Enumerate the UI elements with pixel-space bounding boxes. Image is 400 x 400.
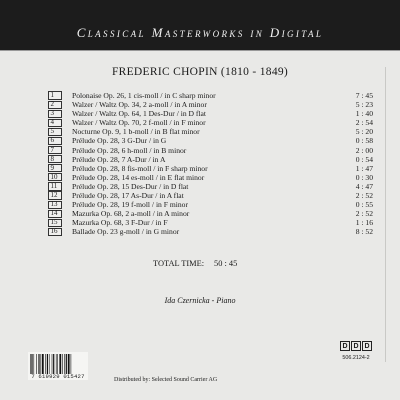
track-row [48, 100, 373, 109]
track-number: 5 [48, 128, 62, 136]
track-title: Walzer / Waltz Op. 64, 1 Des-Dur / in D flat [72, 109, 207, 119]
track-row [48, 227, 373, 236]
total-time-value: 50 : 45 [214, 259, 238, 268]
catalog-number: 506.2124-2 [342, 355, 370, 361]
barcode-icon [30, 354, 86, 374]
track-duration: 0 : 55 [355, 200, 373, 210]
track-title: Ballade Op. 23 g-moll / in G minor [72, 227, 180, 237]
track-title: Walzer / Waltz Op. 34, 2 a-moll / in A minor [72, 100, 207, 110]
ddd-code [340, 341, 372, 351]
track-number: 8 [48, 155, 62, 163]
track-row [48, 118, 373, 127]
composer-heading [0, 66, 400, 78]
track-number: 11 [48, 182, 62, 190]
track-duration: 1 : 47 [355, 163, 373, 173]
track-duration: 5 : 20 [355, 127, 373, 137]
track-number: 10 [48, 173, 62, 181]
track-duration: 2 : 52 [355, 191, 373, 201]
track-title: Prélude Op. 28, 19 f-moll / in F minor [72, 200, 189, 210]
track-duration: 8 : 52 [355, 227, 373, 237]
track-number: 4 [48, 119, 62, 127]
track-row [48, 209, 373, 218]
track-title: Nocturne Op. 9, 1 b-moll / in B flat minor [72, 127, 200, 137]
track-row [48, 155, 373, 164]
track-row [48, 146, 373, 155]
track-number: 9 [48, 164, 62, 172]
track-number: 14 [48, 210, 62, 218]
track-title: Prélude Op. 28, 3 G-Dur / in G [72, 136, 167, 146]
track-number: 13 [48, 201, 62, 209]
track-title: Prélude Op. 28, 8 fis-moll / in F sharp minor [72, 163, 208, 173]
track-duration: 1 : 16 [355, 218, 373, 228]
track-title: Mazurka Op. 68, 3 F-Dur / in F [72, 218, 168, 228]
track-number: 7 [48, 146, 62, 154]
track-duration: 1 : 40 [355, 109, 373, 119]
track-title: Prélude Op. 28, 15 Des-Dur / in D flat [72, 181, 189, 191]
track-number: 15 [48, 219, 62, 227]
track-duration: 5 : 23 [355, 100, 373, 110]
track-number: 1 [48, 91, 62, 99]
track-row [48, 173, 373, 182]
track-list [48, 91, 373, 237]
track-row [48, 127, 373, 136]
track-duration: 7 : 45 [355, 91, 373, 100]
track-title: Polonaise Op. 26, 1 cis-moll / in C sharp minor [72, 91, 216, 100]
track-title: Mazurka Op. 68, 2 a-moll / in A minor [72, 209, 190, 219]
track-row [48, 109, 373, 118]
track-number: 12 [48, 191, 62, 199]
track-title: Walzer / Waltz Op. 70, 2 f-moll / in F minor [72, 118, 206, 128]
track-number: 3 [48, 110, 62, 118]
track-title: Prélude Op. 28, 7 A-Dur / in A [72, 154, 166, 164]
track-row [48, 91, 373, 100]
track-title: Prélude Op. 28, 6 h-moll / in B minor [72, 145, 187, 155]
ddd-letter: D [351, 341, 361, 351]
performer-credit: Ida Czernicka - Piano [164, 296, 236, 305]
track-row [48, 191, 373, 200]
ddd-letter: D [340, 341, 350, 351]
total-time-label: TOTAL TIME: [153, 259, 205, 268]
track-number: 16 [48, 228, 62, 236]
track-row [48, 136, 373, 145]
track-duration: 4 : 47 [355, 181, 373, 191]
track-row [48, 200, 373, 209]
ddd-letter: D [362, 341, 372, 351]
distributor-credit: Distributed by: Selected Sound Carrier AG [114, 377, 218, 383]
edge-divider [385, 67, 386, 362]
track-number: 2 [48, 101, 62, 109]
header-divider [0, 50, 400, 51]
track-duration: 0 : 30 [355, 172, 373, 182]
track-duration: 2 : 00 [355, 145, 373, 155]
total-time [153, 259, 237, 268]
track-title: Prélude Op. 28, 17 As-Dur / in A flat [72, 191, 184, 201]
series-title: Classical Masterworks in Digital [76, 25, 324, 40]
composer-dates: (1810 - 1849) [220, 66, 289, 78]
track-title: Prélude Op. 28, 14 es-moll / in E flat minor [72, 172, 205, 182]
track-duration: 0 : 54 [355, 154, 373, 164]
track-row [48, 164, 373, 173]
track-number: 6 [48, 137, 62, 145]
track-row [48, 182, 373, 191]
composer-name: FREDERIC CHOPIN [111, 66, 218, 78]
track-duration: 0 : 58 [355, 136, 373, 146]
barcode-digits: 7 619929 015427 [31, 373, 85, 380]
track-duration: 2 : 52 [355, 209, 373, 219]
track-row [48, 218, 373, 227]
track-duration: 2 : 54 [355, 118, 373, 128]
